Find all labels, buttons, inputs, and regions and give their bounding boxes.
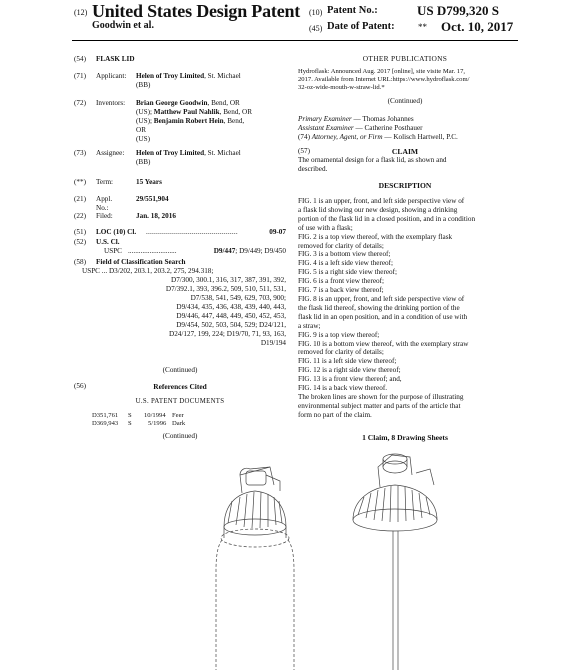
us-cl-label: U.S. Cl. — [96, 238, 120, 246]
date-code: (45) — [309, 24, 323, 33]
ref-date: 5/1996 — [148, 420, 167, 427]
us-patent-documents-title: U.S. PATENT DOCUMENTS — [135, 398, 225, 405]
description-line: FIG. 1 is an upper, front, and left side perspective view of — [298, 197, 465, 205]
applicant-line2: (BB) — [136, 81, 151, 89]
other-pub-continued: (Continued) — [387, 97, 423, 105]
inventor-line-3: (US); Benjamin Robert Hein, Bend, — [136, 117, 245, 125]
field-search-label: Field of Classification Search — [96, 258, 186, 266]
claim-line: described. — [298, 165, 328, 173]
patent-type-title: United States Design Patent — [92, 1, 301, 21]
other-publications-title: OTHER PUBLICATIONS — [362, 54, 448, 63]
filed-value: Jan. 18, 2016 — [136, 212, 176, 220]
assignee-line2: (BB) — [136, 158, 151, 166]
field-search-line: USPC ... D3/202, 203.1, 203.2, 275, 294.318; — [82, 267, 214, 275]
claim-title: CLAIM — [391, 147, 419, 156]
loc-value: 09-07 — [269, 228, 286, 236]
other-pub-line: 32-oz-wide-mouth-w-straw-lid.* — [298, 84, 385, 91]
claim-text — [298, 156, 512, 174]
inventors-short: Goodwin et al. — [92, 20, 154, 31]
field-search-line: D7/300, 300.1, 316, 317, 387, 391, 392, — [171, 276, 286, 284]
description-title: DESCRIPTION — [378, 181, 432, 190]
ref-kind: S — [128, 412, 132, 419]
claim-line: The ornamental design for a flask lid, as shown and — [298, 156, 447, 164]
field-search-line: D7/538, 541, 549, 629, 703, 900; — [190, 294, 286, 302]
field-search-line: D7/392.1, 393, 396.2, 509, 510, 511, 531, — [165, 285, 286, 293]
applicant-label: Applicant: — [96, 72, 127, 80]
description-line: FIG. 5 is a right side view thereof; — [298, 268, 398, 277]
loc-dots: .............................................. — [146, 228, 238, 236]
ref-name: Dark — [172, 420, 186, 427]
filed-label: Filed: — [96, 212, 113, 220]
ref-number: D369,943 — [92, 420, 119, 427]
references-cited-title: References Cited — [153, 382, 207, 391]
applicant-value: Helen of Troy Limited, St. Michael — [136, 72, 241, 80]
inventors-label: Inventors: — [96, 99, 126, 107]
uspc-value: D9/447; D9/449; D9/450 — [213, 247, 286, 255]
description-line: FIG. 6 is a front view thereof; — [298, 277, 385, 286]
ref-name: Feer — [172, 412, 184, 419]
header-rule — [72, 40, 518, 41]
assignee-value: Helen of Troy Limited, St. Michael — [136, 149, 241, 157]
primary-examiner: Primary Examiner — Thomas Johannes — [298, 115, 414, 123]
code-58: (58) — [74, 258, 86, 266]
description-line: FIG. 10 is a bottom view thereof, with the exemplary straw — [298, 339, 469, 348]
description-line: form no part of the claim. — [298, 410, 372, 419]
claim-code: (57) — [298, 147, 310, 155]
date-label: Date of Patent: — [327, 21, 395, 32]
kind-code: (12) — [74, 8, 88, 17]
term-label: Term: — [96, 178, 114, 186]
inventor-line-2: (US); Matthew Paul Nahlik, Bend, OR — [136, 108, 253, 116]
description-line: FIG. 3 is a bottom view thereof; — [298, 250, 391, 259]
uspc-label: USPC — [104, 247, 122, 255]
term-value: 15 Years — [136, 178, 162, 186]
inventor-line-1: Brian George Goodwin, Bend, OR — [136, 99, 240, 107]
patent-no-code: (10) — [309, 8, 323, 17]
code-73: (73) — [74, 149, 86, 157]
description-line: flask lid in an open position, and in a condition of use with — [298, 312, 468, 321]
date-stars: ** — [418, 22, 427, 32]
title-value: FLASK LID — [96, 55, 135, 63]
loc-label: LOC (10) Cl. — [96, 228, 137, 236]
field-search-line: D19/194 — [260, 339, 286, 347]
description-text — [298, 197, 512, 420]
description-line: FIG. 4 is a left side view thereof; — [298, 259, 394, 268]
description-line: FIG. 14 is a back view thereof. — [298, 384, 388, 393]
ref-kind: S — [128, 420, 132, 427]
header — [0, 0, 585, 40]
field-search-line: D9/454, 502, 503, 504, 529; D24/121, — [176, 321, 286, 329]
code-56: (56) — [74, 382, 86, 390]
field-search-line: D9/434, 435, 436, 438, 439, 440, 443, — [176, 303, 286, 311]
description-line: The broken lines are shown for the purpose of illustrating — [298, 392, 464, 401]
code-52: (52) — [74, 238, 86, 246]
description-line: FIG. 8 is an upper, front, and left side perspective view of — [298, 294, 465, 303]
description-line: a flask lid showing our new design, showing a drinking — [298, 205, 458, 214]
other-pub-line: Hydroflask: Announced Aug. 2017 [online], site visite Mar. 17, — [298, 68, 466, 75]
description-line: of use with a flask; — [298, 223, 353, 232]
patent-number: US D799,320 S — [417, 3, 499, 18]
claims-summary: 1 Claim, 8 Drawing Sheets — [362, 433, 448, 442]
appl-no-label: Appl. No.: — [96, 195, 113, 212]
ref-date: 10/1994 — [144, 412, 166, 419]
attorney: (74) Attorney, Agent, or Firm — Kolisch Hartwell, P.C. — [298, 133, 458, 141]
inventor-line-4: OR (US) — [136, 126, 150, 143]
field-search-continued: (Continued) — [162, 366, 198, 374]
code-54: (54) — [74, 55, 86, 63]
code-21: (21) — [74, 195, 86, 203]
code-22: (22) — [74, 212, 86, 220]
references-continued: (Continued) — [162, 432, 198, 440]
code-71: (71) — [74, 72, 86, 80]
other-pub-line: 2017. Available from Internet URL:https://www.hydroflask.com/ — [298, 76, 470, 83]
description-line: FIG. 9 is a top view thereof; — [298, 330, 380, 339]
flask-with-lid — [216, 467, 294, 670]
description-line: FIG. 13 is a front view thereof; and, — [298, 375, 402, 384]
flask-drawing — [180, 445, 500, 670]
description-line: FIG. 2 is a top view thereof, with the exemplary flask — [298, 232, 453, 241]
description-line: the flask lid thereof, showing the drinking portion of the — [298, 303, 460, 312]
appl-no-value: 29/551,904 — [136, 195, 169, 203]
description-line: FIG. 7 is a back view thereof; — [298, 286, 384, 295]
code-term: (**) — [74, 178, 86, 186]
uspc-dots: ........................... — [128, 247, 177, 255]
description-line: FIG. 11 is a left side view thereof; — [298, 357, 397, 366]
lid-with-straw — [353, 454, 437, 670]
description-line: FIG. 12 is a right side view thereof; — [298, 366, 401, 375]
field-search-line: D24/127, 199, 224; D19/70, 71, 93, 163, — [169, 330, 286, 338]
description-line: removed for clarity of details; — [298, 241, 384, 250]
field-search-line: D9/446, 447, 448, 449, 450, 452, 453, — [176, 312, 286, 320]
description-line: environmental subject matter and parts of the article that — [298, 401, 461, 410]
ref-number: D351,761 — [92, 412, 119, 419]
assignee-label: Assignee: — [96, 149, 125, 157]
description-line: a straw; — [298, 321, 321, 330]
description-line: portion of the flask lid in a closed position, and in a condition — [298, 214, 476, 223]
field-search-lines — [82, 267, 286, 348]
code-72: (72) — [74, 99, 86, 107]
description-line: removed for clarity of details; — [298, 348, 384, 357]
patent-no-label: Patent No.: — [327, 5, 378, 16]
other-publications-text — [298, 68, 512, 92]
patent-date: Oct. 10, 2017 — [441, 19, 514, 34]
code-51: (51) — [74, 228, 86, 236]
assistant-examiner: Assistant Examiner — Catherine Posthauer — [298, 124, 423, 132]
